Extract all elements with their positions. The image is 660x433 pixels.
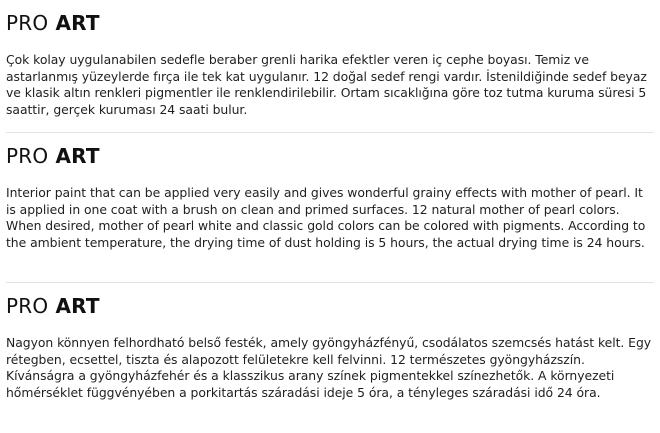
title-light: PRO — [6, 11, 49, 35]
section-title — [6, 11, 654, 35]
title-light: PRO — [6, 294, 49, 318]
description-turkish: Çok kolay uygulanabilen sedefle beraber grenli harika efektler veren iç cephe boyası. Temiz ve astarlanmış yüzeylerde fırça ile tek kat uygulanır. 12 doğal sedef rengi vardır. İstenildiğinde sedef beyaz ve klasik altın renkleri pigmentler ile renklendirilebilir. Ortam sıcaklığına göre toz tutma kuruma süresi 5 saattir, gerçek kuruması 24 saati bulur. — [6, 52, 647, 117]
title-bold: ART — [55, 11, 100, 35]
section-hungarian — [6, 282, 654, 433]
section-title — [6, 294, 654, 318]
section-english — [6, 132, 654, 282]
title-bold: ART — [55, 144, 100, 168]
title-bold: ART — [55, 294, 100, 318]
section-divider — [6, 282, 654, 283]
section-turkish — [6, 0, 654, 132]
section-divider — [6, 132, 654, 133]
description-hungarian: Nagyon könnyen felhordható belső festék, amely gyöngyházfényű, csodálatos szemcsés hatást kelt. Egy rétegben, ecsettel, tiszta és alapozott felületekre kell felvinni. 12 természetes gyöngyházszín. Kívánságra a gyöngyházfehér és a klasszikus arany színek pigmentekkel színezhetők. A környezeti hőmérséklet függvényében a porkitartás száradási ideje 5 óra, a tényleges száradási idő 24 óra. — [6, 335, 652, 400]
title-light: PRO — [6, 144, 49, 168]
section-title — [6, 144, 654, 168]
description-english: Interior paint that can be applied very easily and gives wonderful grainy effects with mother of pearl. It is applied in one coat with a brush on clean and primed surfaces. 12 natural mother of pearl colors. When desired, mother of pearl white and classic gold colors can be colored with pigments. According to the ambient temperature, the drying time of dust holding is 5 hours, the actual drying time is 24 hours. — [6, 185, 646, 250]
